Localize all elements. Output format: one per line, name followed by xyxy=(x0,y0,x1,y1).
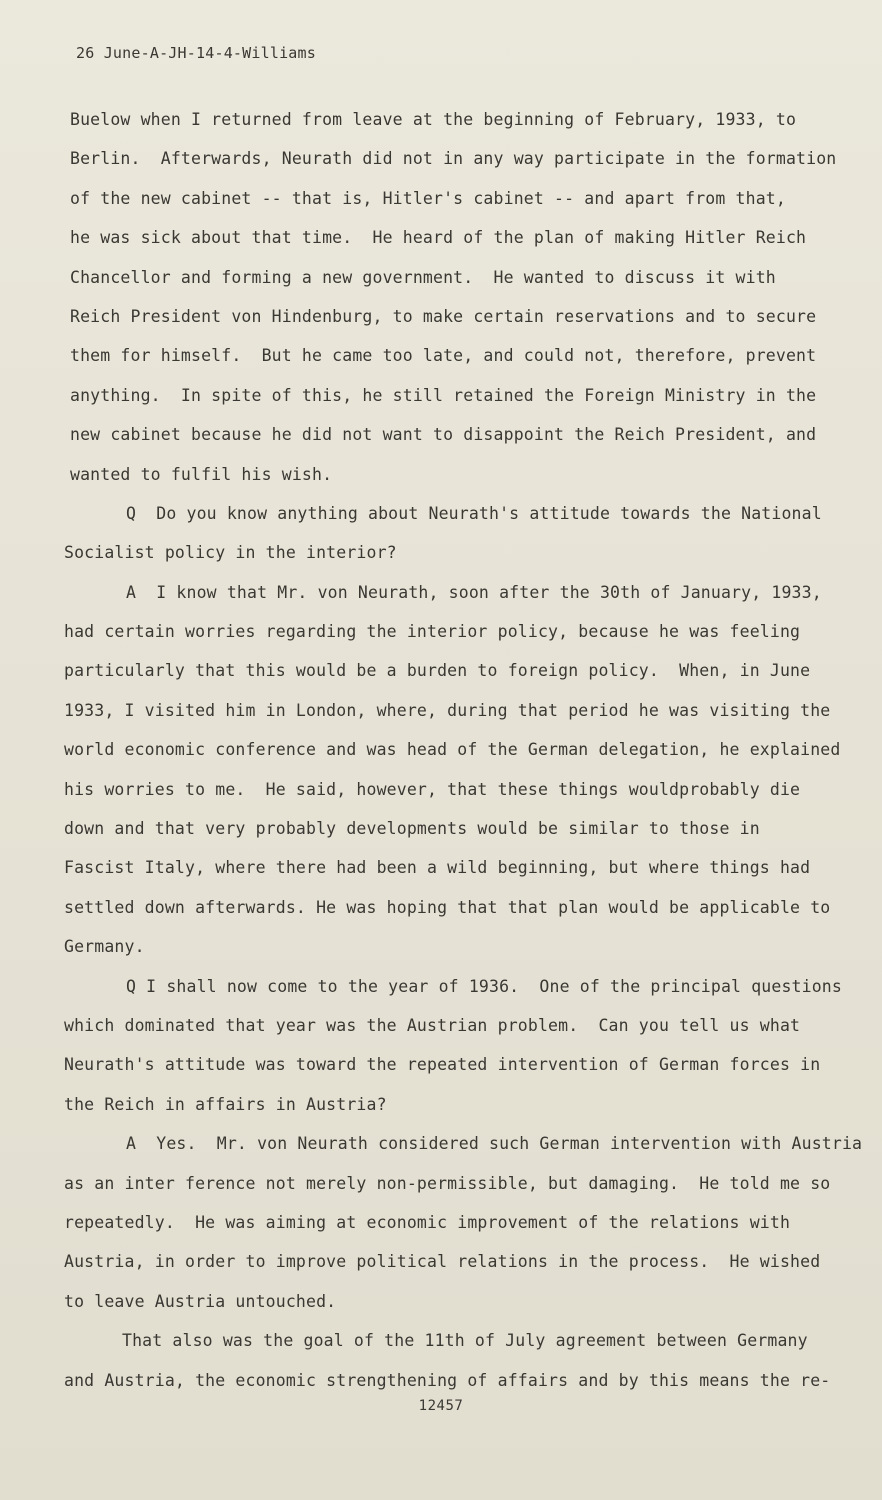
text-line: Fascist Italy, where there had been a wild beginning, but where things had xyxy=(64,858,811,878)
text-line: anything. In spite of this, he still retained the Foreign Ministry in the xyxy=(70,385,817,405)
answer-line: A I know that Mr. von Neurath, soon after the 30th of January, 1933, xyxy=(126,582,822,602)
text-line: had certain worries regarding the interior policy, because he was feeling xyxy=(64,622,801,642)
text-line: settled down afterwards. He was hoping that that plan would be applicable to xyxy=(64,897,831,917)
text-line: the Reich in affairs in Austria? xyxy=(64,1094,387,1114)
text-line: he was sick about that time. He heard of the plan of making Hitler Reich xyxy=(70,228,807,248)
page-header: 26 June-A-JH-14-4-Williams xyxy=(76,44,316,62)
text-line: new cabinet because he did not want to disappoint the Reich President, and xyxy=(70,425,817,445)
text-line: 1933, I visited him in London, where, during that period he was visiting the xyxy=(64,700,831,720)
text-line: Reich President von Hindenburg, to make certain reservations and to secure xyxy=(70,306,817,326)
transcript-body xyxy=(64,100,863,1400)
text-line: Buelow when I returned from leave at the beginning of February, 1933, to xyxy=(70,110,797,129)
paragraph-line: That also was the goal of the 11th of July agreement between Germany xyxy=(122,1331,808,1351)
text-line: his worries to me. He said, however, that these things wouldprobably die xyxy=(64,779,801,799)
text-line: wanted to fulfil his wish. xyxy=(70,464,333,484)
text-line: down and that very probably developments would be similar to those in xyxy=(64,819,760,839)
page-number: 12457 xyxy=(418,1398,464,1414)
answer-line: A Yes. Mr. von Neurath considered such German intervention with Austria xyxy=(126,1134,863,1154)
text-line: world economic conference and was head of the German delegation, he explained xyxy=(64,740,841,760)
text-line: Socialist policy in the interior? xyxy=(64,543,397,563)
text-line: Germany. xyxy=(64,937,145,957)
text-line: Berlin. Afterwards, Neurath did not in any way participate in the formation xyxy=(70,149,837,169)
text-line: Austria, in order to improve political relations in the process. He wished xyxy=(64,1252,821,1272)
text-line: repeatedly. He was aiming at economic improvement of the relations with xyxy=(64,1212,791,1232)
text-line: particularly that this would be a burden to foreign policy. When, in June xyxy=(64,661,811,681)
text-line: and Austria, the economic strengthening of affairs and by this means the re- xyxy=(64,1370,831,1390)
question-line: Q I shall now come to the year of 1936. One of the principal questions xyxy=(126,976,842,996)
text-line: them for himself. But he came too late, and could not, therefore, prevent xyxy=(70,346,817,366)
text-line: as an inter ference not merely non-permissible, but damaging. He told me so xyxy=(64,1173,831,1193)
text-line: Chancellor and forming a new government. He wanted to discuss it with xyxy=(70,267,776,287)
text-line: to leave Austria untouched. xyxy=(64,1291,337,1311)
text-line: which dominated that year was the Austrian problem. Can you tell us what xyxy=(64,1015,801,1035)
text-line: Neurath's attitude was toward the repeated intervention of German forces in xyxy=(64,1055,821,1075)
text-line: of the new cabinet -- that is, Hitler's cabinet -- and apart from that, xyxy=(70,188,786,208)
question-line: Q Do you know anything about Neurath's attitude towards the National xyxy=(126,503,822,523)
